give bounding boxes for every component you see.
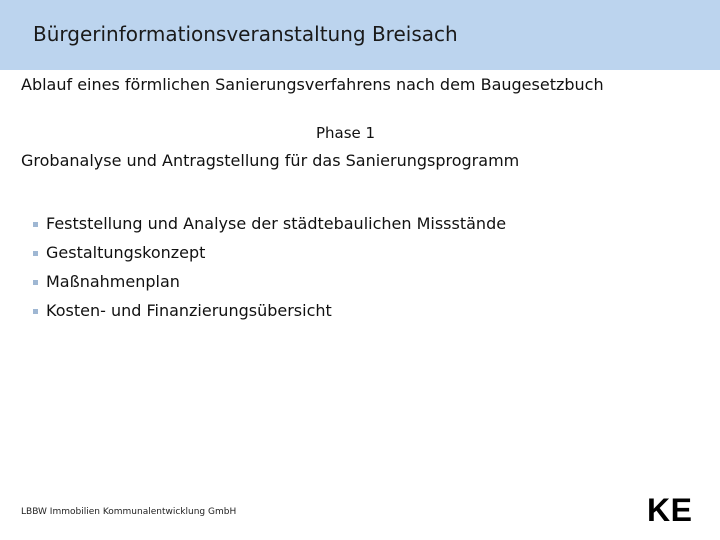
phase-label: Phase 1 — [316, 124, 376, 142]
list-item-text: Gestaltungskonzept — [46, 243, 206, 262]
bullet-icon — [33, 309, 38, 314]
header-bar — [0, 0, 720, 70]
bullet-icon — [33, 251, 38, 256]
list-item — [33, 209, 506, 238]
bullet-icon — [33, 222, 38, 227]
slide-title: Bürgerinformationsveranstaltung Breisach — [33, 22, 458, 46]
list-item-text: Feststellung und Analyse der städtebaulichen Missstände — [46, 214, 507, 233]
footer-company: LBBW Immobilien Kommunalentwicklung GmbH — [21, 507, 237, 517]
list-item — [33, 296, 506, 325]
section-title: Grobanalyse und Antragstellung für das Sanierungsprogramm — [21, 151, 520, 170]
bullet-icon — [33, 280, 38, 285]
list-item-text: Kosten- und Finanzierungsübersicht — [46, 301, 332, 320]
company-logo: KE — [647, 492, 693, 528]
list-item — [33, 267, 506, 296]
list-item-text: Maßnahmenplan — [46, 272, 180, 291]
list-item — [33, 238, 506, 267]
bullet-list — [33, 209, 506, 325]
slide-subtitle: Ablauf eines förmlichen Sanierungsverfahrens nach dem Baugesetzbuch — [21, 75, 604, 94]
